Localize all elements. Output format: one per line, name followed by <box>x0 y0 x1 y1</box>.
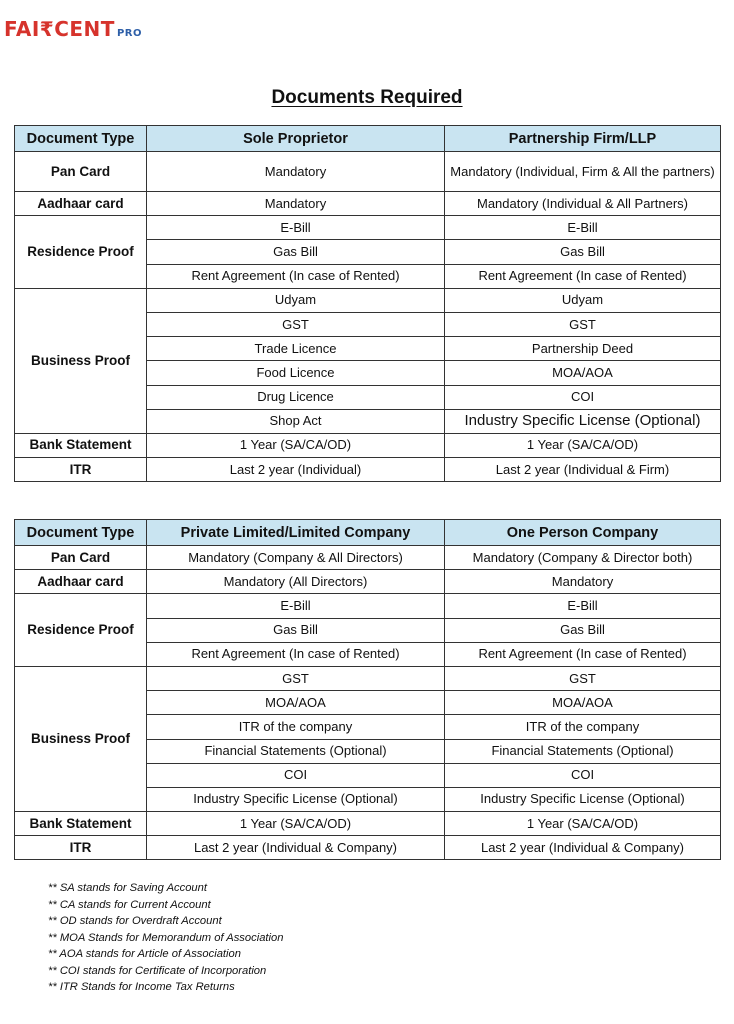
header-document-type: Document Type <box>15 126 147 152</box>
row-label-pan-card: Pan Card <box>15 152 147 192</box>
table-cell: 1 Year (SA/CA/OD) <box>147 812 445 836</box>
footnote: ** MOA Stands for Memorandum of Association <box>48 931 284 944</box>
table-row <box>15 152 721 192</box>
table-cell: Industry Specific License (Optional) <box>147 787 445 811</box>
table-cell: Gas Bill <box>445 240 721 264</box>
table-cell: Gas Bill <box>147 618 445 642</box>
table-row <box>15 812 721 836</box>
header-private-limited: Private Limited/Limited Company <box>147 520 445 546</box>
logo-pro-label: PRO <box>116 28 142 39</box>
table-cell: COI <box>445 385 721 409</box>
table-cell: Gas Bill <box>445 618 721 642</box>
table-cell: Mandatory (Company & All Directors) <box>147 546 445 570</box>
documents-table-company <box>14 519 721 860</box>
logo-wordmark: FAI₹CENT <box>4 17 115 41</box>
header-one-person-company: One Person Company <box>445 520 721 546</box>
table-cell: Mandatory <box>147 192 445 216</box>
table-header-row <box>15 520 721 546</box>
table-cell: Industry Specific License (Optional) <box>445 787 721 811</box>
table-cell: GST <box>147 666 445 690</box>
footnote: ** SA stands for Saving Account <box>48 882 207 894</box>
table-cell: E-Bill <box>445 594 721 618</box>
table-cell: GST <box>445 312 721 336</box>
table-cell: Last 2 year (Individual & Company) <box>445 836 721 860</box>
page-title: Documents Required <box>271 87 463 108</box>
table-cell: Gas Bill <box>147 240 445 264</box>
row-label-aadhaar: Aadhaar card <box>15 192 147 216</box>
row-label-bank-statement: Bank Statement <box>15 812 147 836</box>
table-row <box>15 216 721 240</box>
row-label-residence-proof: Residence Proof <box>15 594 147 667</box>
table-cell: MOA/AOA <box>445 361 721 385</box>
table-cell: Mandatory (Individual, Firm & All the partners) <box>445 152 721 192</box>
footnote: ** ITR Stands for Income Tax Returns <box>48 981 235 993</box>
table-cell: Rent Agreement (In case of Rented) <box>445 264 721 288</box>
table-cell: E-Bill <box>445 216 721 240</box>
table-row <box>15 288 721 312</box>
table-cell: Mandatory (All Directors) <box>147 570 445 594</box>
table-cell: Rent Agreement (In case of Rented) <box>147 264 445 288</box>
row-label-residence-proof: Residence Proof <box>15 216 147 289</box>
table-cell: Last 2 year (Individual & Firm) <box>445 458 721 482</box>
faircent-pro-logo <box>4 17 142 41</box>
table-cell: Rent Agreement (In case of Rented) <box>147 642 445 666</box>
table-cell: GST <box>445 666 721 690</box>
table-cell: Trade Licence <box>147 337 445 361</box>
table-cell: MOA/AOA <box>445 691 721 715</box>
row-label-bank-statement: Bank Statement <box>15 433 147 457</box>
table-cell: 1 Year (SA/CA/OD) <box>445 812 721 836</box>
documents-table-proprietor-partnership <box>14 125 721 482</box>
table-cell: Udyam <box>445 288 721 312</box>
table-cell: Mandatory <box>147 152 445 192</box>
table-cell: E-Bill <box>147 216 445 240</box>
table-cell: 1 Year (SA/CA/OD) <box>445 433 721 457</box>
table-cell: GST <box>147 312 445 336</box>
table-header-row <box>15 126 721 152</box>
table-row <box>15 836 721 860</box>
table-cell: Financial Statements (Optional) <box>445 739 721 763</box>
header-sole-proprietor: Sole Proprietor <box>147 126 445 152</box>
header-partnership-firm: Partnership Firm/LLP <box>445 126 721 152</box>
table-cell: Financial Statements (Optional) <box>147 739 445 763</box>
table-cell: Partnership Deed <box>445 337 721 361</box>
table-row <box>15 458 721 482</box>
table-row <box>15 546 721 570</box>
row-label-itr: ITR <box>15 836 147 860</box>
table-row <box>15 666 721 690</box>
table-row <box>15 594 721 618</box>
table-cell: Food Licence <box>147 361 445 385</box>
table-cell: COI <box>445 763 721 787</box>
footnote: ** CA stands for Current Account <box>48 898 211 911</box>
table-cell: ITR of the company <box>147 715 445 739</box>
table-row <box>15 433 721 457</box>
table-cell: ITR of the company <box>445 715 721 739</box>
row-label-business-proof: Business Proof <box>15 666 147 811</box>
table-row <box>15 192 721 216</box>
table-cell: Industry Specific License (Optional) <box>445 409 721 433</box>
row-label-business-proof: Business Proof <box>15 288 147 433</box>
table-cell: Shop Act <box>147 409 445 433</box>
table-row <box>15 570 721 594</box>
table-cell: E-Bill <box>147 594 445 618</box>
table-cell: Mandatory <box>445 570 721 594</box>
table-cell: Mandatory (Company & Director both) <box>445 546 721 570</box>
row-label-aadhaar: Aadhaar card <box>15 570 147 594</box>
table-cell: Drug Licence <box>147 385 445 409</box>
table-cell: Last 2 year (Individual & Company) <box>147 836 445 860</box>
header-document-type: Document Type <box>15 520 147 546</box>
footnotes <box>48 880 283 996</box>
footnote: ** OD stands for Overdraft Account <box>48 915 222 927</box>
table-cell: MOA/AOA <box>147 691 445 715</box>
table-cell: Udyam <box>147 288 445 312</box>
table-cell: 1 Year (SA/CA/OD) <box>147 433 445 457</box>
table-cell: Last 2 year (Individual) <box>147 458 445 482</box>
table-cell: Mandatory (Individual & All Partners) <box>445 192 721 216</box>
footnote: ** COI stands for Certificate of Incorporation <box>48 964 267 977</box>
row-label-pan-card: Pan Card <box>15 546 147 570</box>
footnote: ** AOA stands for Article of Association <box>48 948 241 960</box>
row-label-itr: ITR <box>15 458 147 482</box>
table-cell: Rent Agreement (In case of Rented) <box>445 642 721 666</box>
table-cell: COI <box>147 763 445 787</box>
